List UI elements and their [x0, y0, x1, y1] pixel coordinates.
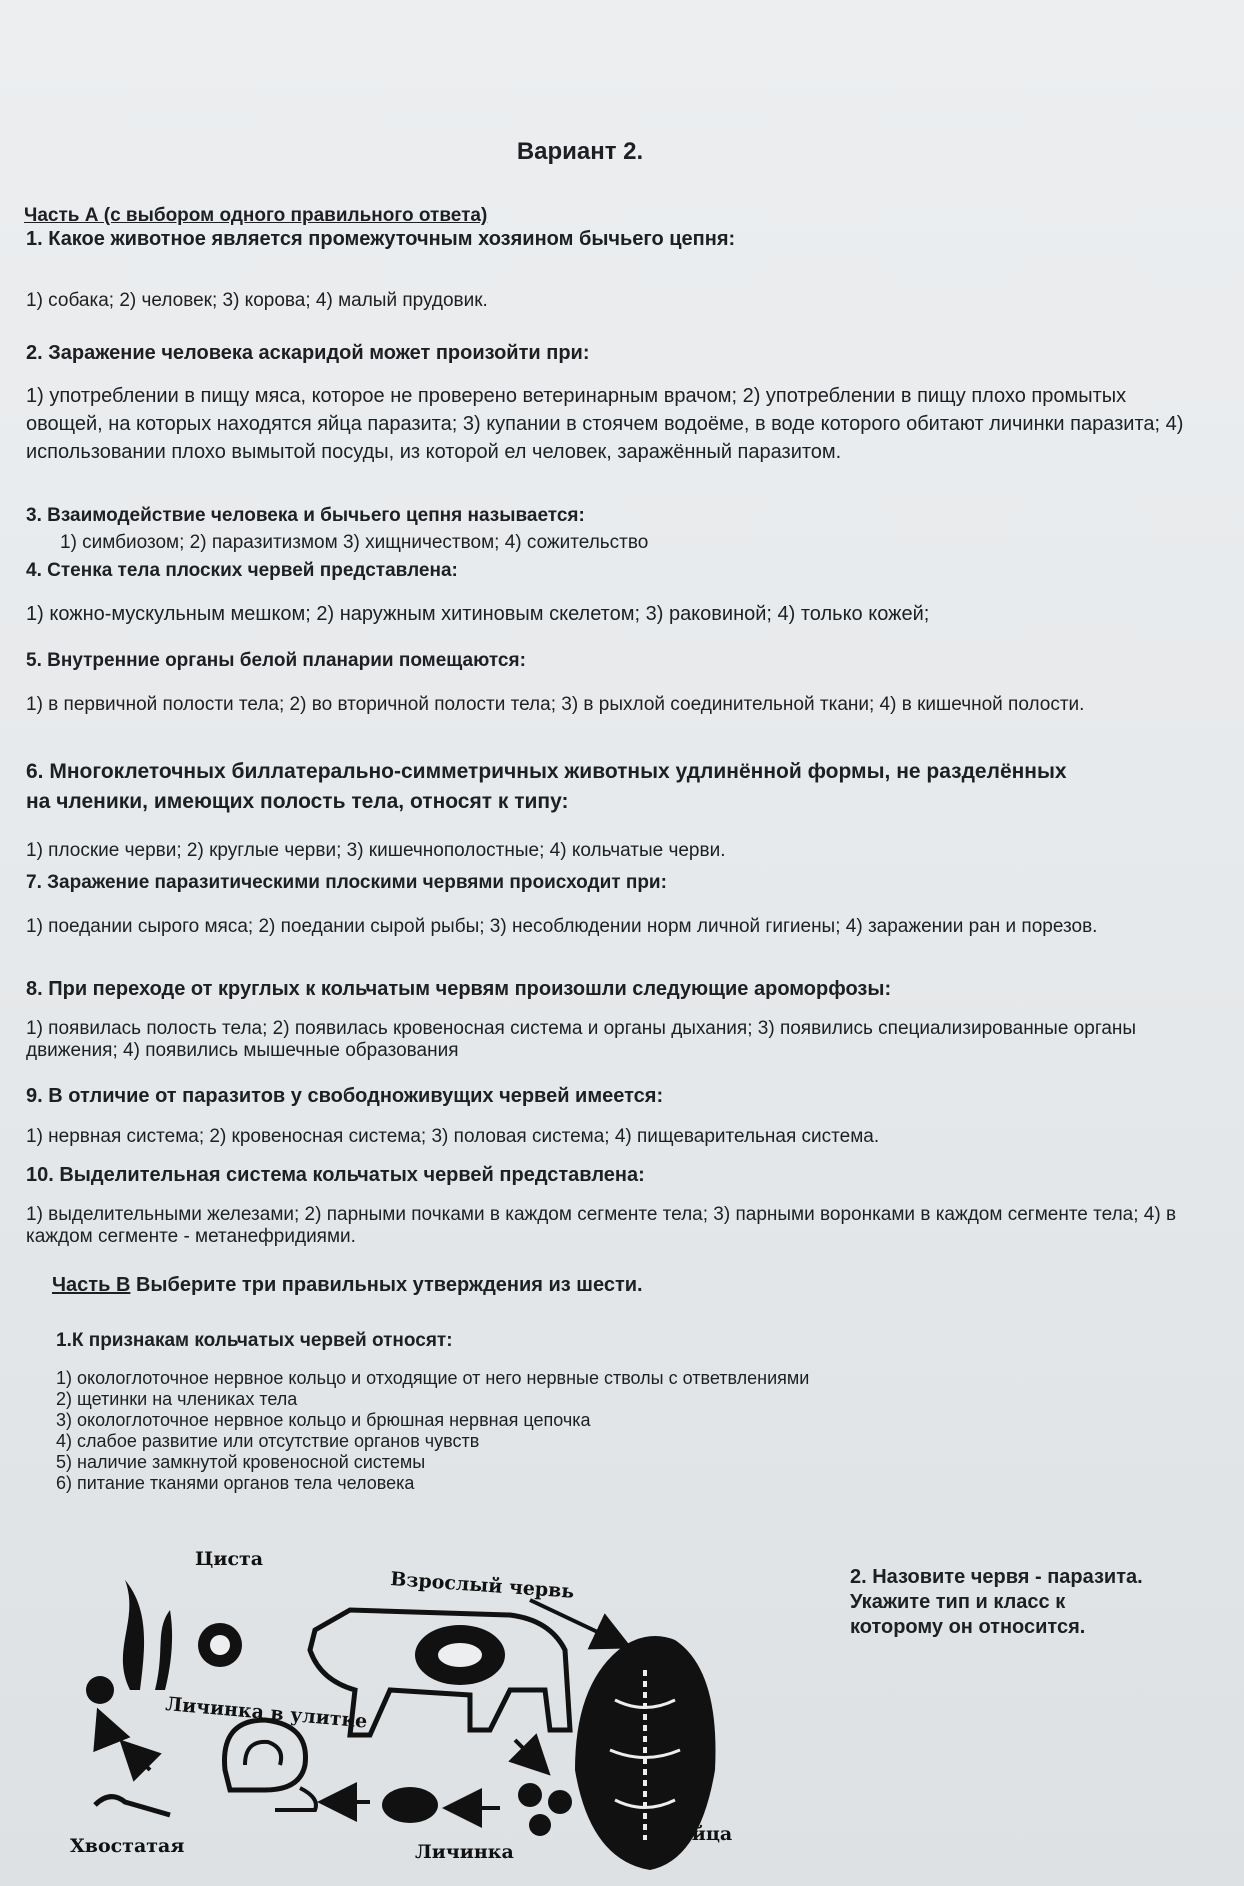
answer-2: 1) употреблении в пищу мяса, которое не проверено ветеринарным врачом; 2) употреблении в пищу плохо промытых овощей, на которых находятся яйца паразита; 3) купании в стоячем водоёме, в воде которого обитают личинки паразита; 4) использовании плохо вымытой посуды, из которой ел человек, заражённый паразитом. [26, 385, 1184, 463]
answer-10: 1) выделительными железами; 2) парными почками в каждом сегменте тела; 3) парными воронками в каждом сегменте тела; 4) в каждом сегменте - метанефридиями. [26, 1204, 1177, 1247]
question-9: 9. В отличие от паразитов у свободноживущих червей имеется: [26, 1085, 664, 1107]
label-adult-worm: Взрослый червь [389, 1568, 575, 1603]
plant-icon [123, 1580, 144, 1690]
label-larva: Личинка [415, 1841, 514, 1863]
snail-icon [225, 1720, 306, 1790]
option-4: 4) слабое развитие или отсутствие органов чувств [56, 1431, 480, 1451]
part-b-question-1: 1.К признакам кольчатых червей относят: [56, 1330, 453, 1351]
answer-5: 1) в первичной полости тела; 2) во вторичной полости тела; 3) в рыхлой соединительной ткани; 4) в кишечной полости. [26, 694, 1085, 715]
question-8: 8. При переходе от круглых к кольчатым червям произошли следующие ароморфозы: [26, 978, 892, 1000]
option-6: 6) питание тканями органов тела человека [56, 1473, 415, 1493]
answer-9: 1) нервная система; 2) кровеносная система; 3) половая система; 4) пищеварительная система. [26, 1126, 880, 1147]
question-5: 5. Внутренние органы белой планарии помещаются: [26, 650, 526, 671]
question-6: 6. Многоклеточных биллатерально-симметричных животных удлинённой формы, не разделённых [26, 760, 1067, 783]
question-6-line-2: на членики, имеющих полость тела, относят к типу: [26, 790, 569, 813]
answer-8: 1) появилась полость тела; 2) появилась кровеносная система и органы дыхания; 3) появились специализированные органы движения; 4) появились мышечные образования [26, 1018, 1137, 1061]
question-7: 7. Заражение паразитическими плоскими червями происходит при: [26, 872, 667, 893]
part-a-heading: Часть А (с выбором одного правильного ответа) [24, 205, 488, 226]
part-b-instruction: Выберите три правильных утверждения из шести. [130, 1274, 643, 1296]
option-5: 5) наличие замкнутой кровеносной системы [56, 1452, 426, 1472]
part-b-heading [52, 1274, 643, 1297]
cercaria-icon [95, 1797, 170, 1815]
page-title: Вариант 2. [516, 138, 644, 165]
question-1: 1. Какое животное является промежуточным хозяином бычьего цепня: [26, 228, 736, 250]
label-larva-in-snail: Личинка в улитке [164, 1693, 369, 1733]
part-b-label: Часть В [52, 1274, 131, 1296]
answer-4: 1) кожно-мускульным мешком; 2) наружным хитиновым скелетом; 3) раковиной; 4) только кожей; [26, 603, 930, 625]
option-3: 3) окологлоточное нервное кольцо и брюшная нервная цепочка [56, 1410, 591, 1430]
label-cyst: Циста [195, 1548, 264, 1570]
answer-3: 1) симбиозом; 2) паразитизмом 3) хищничеством; 4) сожительство [60, 532, 649, 553]
question-10: 10. Выделительная система кольчатых червей представлена: [26, 1164, 645, 1186]
part-b-question-2: 2. Назовите червя - паразита. Укажите тип и класс к которому он относится. [850, 1566, 1143, 1638]
egg-icon [518, 1783, 542, 1807]
fluke-life-cycle-diagram [70, 1540, 840, 1880]
option-1: 1) окологлоточное нервное кольцо и отходящие от него нервные стволы с ответвлениями [56, 1368, 810, 1388]
answer-1: 1) собака; 2) человек; 3) корова; 4) малый прудовик. [26, 290, 488, 311]
answer-6: 1) плоские черви; 2) круглые черви; 3) кишечнополостные; 4) кольчатые черви. [26, 840, 726, 861]
larva-icon [382, 1787, 438, 1823]
label-tailed: Хвостатая [70, 1835, 185, 1857]
question-2: 2. Заражение человека аскаридой может произойти при: [26, 342, 590, 364]
part-b-options [56, 1368, 809, 1494]
option-2: 2) щетинки на члениках тела [56, 1389, 298, 1409]
label-eggs: Яйца [675, 1823, 733, 1845]
question-4: 4. Стенка тела плоских червей представлена: [26, 560, 458, 581]
question-3: 3. Взаимодействие человека и бычьего цепня называется: [26, 505, 585, 526]
answer-7: 1) поедании сырого мяса; 2) поедании сырой рыбы; 3) несоблюдении норм личной гигиены; 4) заражении ран и порезов. [26, 916, 1098, 937]
